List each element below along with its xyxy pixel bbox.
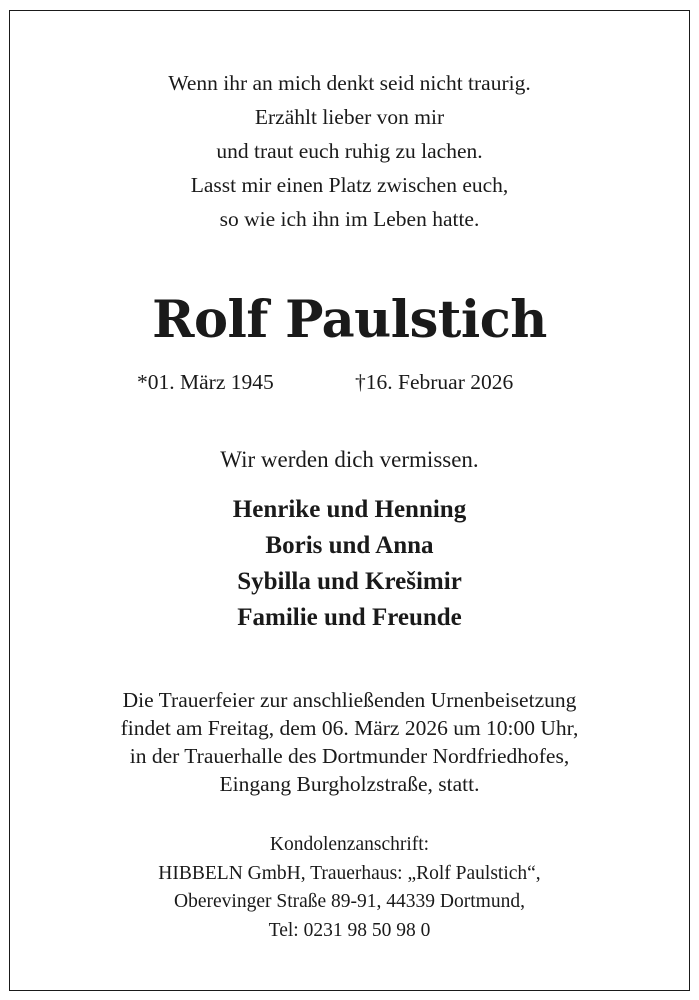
birth-date: *01. März 1945 [137, 370, 274, 394]
farewell-text: Wir werden dich vermissen. [220, 447, 479, 472]
memorial-poem [10, 66, 689, 236]
service-line: findet am Freitag, dem 06. März 2026 um 10:00 Uhr, [120, 716, 579, 740]
condolence-line: Oberevinger Straße 89-91, 44339 Dortmund, [174, 891, 525, 912]
poem-line: Lasst mir einen Platz zwischen euch, [190, 173, 509, 197]
deceased-name: Rolf Paulstich [152, 290, 547, 350]
poem-line: so wie ich ihn im Leben hatte. [219, 207, 480, 231]
mourner-entry: Henrike und Henning [232, 496, 467, 523]
mourners-list [10, 492, 689, 636]
mourner-entry: Familie und Freunde [237, 604, 462, 631]
poem-line: Wenn ihr an mich denkt seid nicht traurig. [168, 71, 531, 95]
service-line: Die Trauerfeier zur anschließenden Urnenbeisetzung [122, 688, 577, 712]
poem-line: Erzählt lieber von mir [254, 105, 445, 129]
condolence-address [10, 831, 689, 945]
condolence-line: HIBBELN GmbH, Trauerhaus: „Rolf Paulstich“, [158, 862, 541, 884]
service-line: Eingang Burgholzstraße, statt. [219, 772, 480, 796]
mourner-entry: Boris und Anna [265, 532, 434, 559]
service-line: in der Trauerhalle des Dortmunder Nordfriedhofes, [129, 744, 570, 768]
mourner-entry: Sybilla und Krešimir [237, 568, 462, 595]
poem-line: und traut euch ruhig zu lachen. [216, 139, 483, 163]
condolence-line: Tel: 0231 98 50 98 0 [268, 919, 431, 941]
condolence-line: Kondolenzanschrift: [269, 834, 430, 855]
funeral-service-info [10, 686, 689, 798]
death-date: †16. Februar 2026 [355, 370, 514, 394]
